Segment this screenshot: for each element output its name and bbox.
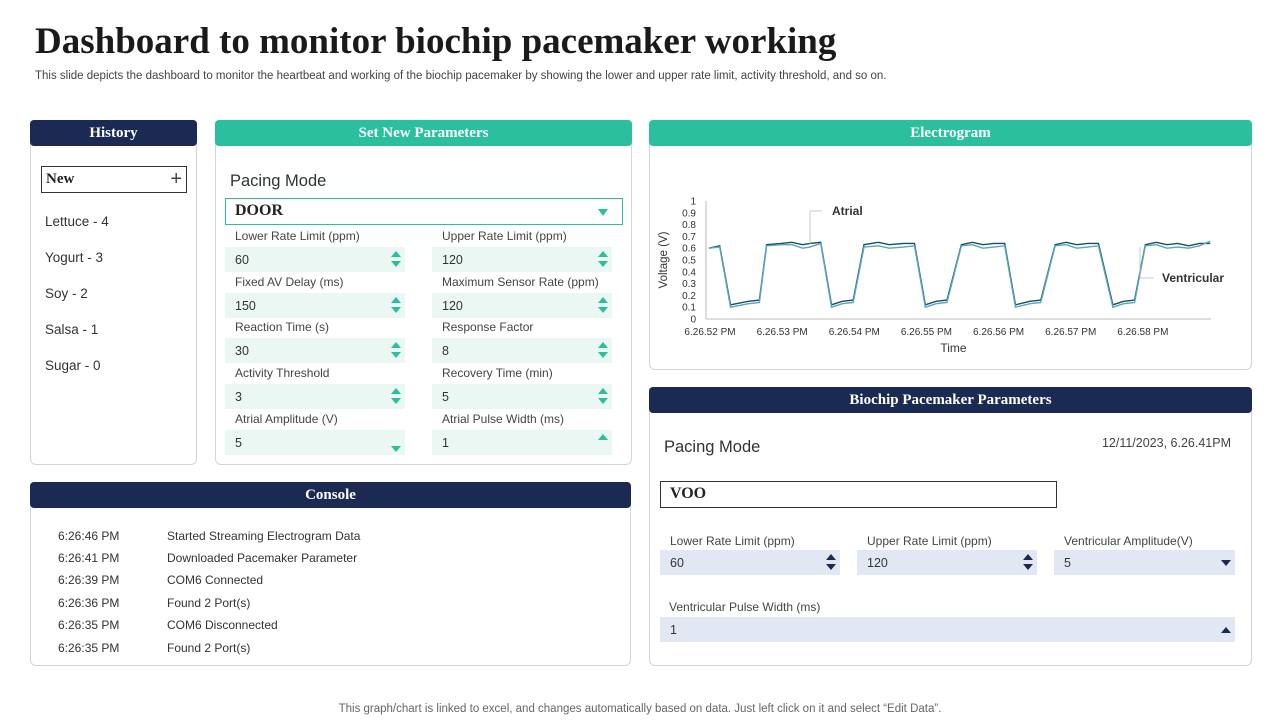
stepper-value: 3	[235, 390, 242, 404]
stepper-value: 60	[235, 253, 249, 267]
stepper-value: 8	[442, 344, 449, 358]
atrial-pulse-width-label: Atrial Pulse Width (ms)	[442, 412, 565, 426]
pacing-mode-select[interactable]	[225, 198, 623, 225]
pacing-mode-label: Pacing Mode	[230, 172, 327, 190]
atrial-leader-line	[810, 211, 822, 244]
ventricular-annotation: Ventricular	[1162, 271, 1225, 285]
x-axis-label: Time	[940, 341, 967, 355]
biochip-upper-rate-label: Upper Rate Limit (ppm)	[867, 534, 992, 548]
y-tick-label: 0.3	[682, 279, 696, 291]
decrement-icon[interactable]	[598, 352, 608, 358]
biochip-ventricular-pulse-width-input[interactable]	[660, 617, 1235, 642]
chevron-down-icon[interactable]	[1221, 560, 1231, 566]
new-label: New	[46, 171, 75, 187]
decrement-icon[interactable]	[826, 564, 836, 570]
response-factor-label: Response Factor	[442, 320, 534, 334]
lower-rate-limit-stepper[interactable]	[225, 247, 405, 272]
y-tick-label: 0.9	[682, 208, 696, 220]
history-item[interactable]: Yogurt - 3	[45, 250, 104, 265]
x-tick-label: 6.26.58 PM	[1117, 327, 1169, 338]
biochip-lower-rate-label: Lower Rate Limit (ppm)	[670, 534, 795, 548]
console-time: 6:26:35 PM	[58, 641, 120, 655]
electrogram-panel	[649, 120, 1252, 370]
decrement-icon[interactable]	[598, 261, 608, 267]
console-time: 6:26:36 PM	[58, 596, 120, 610]
upper-rate-limit-stepper[interactable]	[432, 247, 612, 272]
increment-icon[interactable]	[598, 388, 608, 394]
input-value: 1	[670, 623, 677, 637]
stepper-value: 5	[235, 436, 242, 450]
stepper-value: 60	[670, 556, 684, 570]
console-time: 6:26:35 PM	[58, 618, 120, 632]
stepper-value: 120	[442, 299, 463, 313]
biochip-panel	[649, 387, 1252, 666]
increment-icon[interactable]	[391, 342, 401, 348]
reaction-time-stepper[interactable]	[225, 338, 405, 363]
biochip-header: Biochip Pacemaker Parameters	[649, 387, 1252, 413]
chevron-down-icon[interactable]	[598, 209, 608, 216]
console-message: Downloaded Pacemaker Parameter	[167, 551, 358, 565]
decrement-icon[interactable]	[1023, 564, 1033, 570]
decrement-icon[interactable]	[391, 261, 401, 267]
y-tick-label: 0.8	[682, 220, 696, 232]
electrogram-chart	[650, 121, 1251, 369]
y-axis-label: Voltage (V)	[658, 231, 670, 289]
y-tick-label: 0.2	[682, 290, 696, 302]
page-subtitle: This slide depicts the dashboard to monitor the heartbeat and working of the biochip pacemaker by showing the lower and upper rate limit, activity threshold, and so on.	[35, 70, 887, 82]
increment-icon[interactable]	[391, 388, 401, 394]
increment-icon[interactable]	[391, 297, 401, 303]
x-tick-label: 6.26.54 PM	[828, 327, 880, 338]
y-tick-label: 0.6	[682, 243, 696, 255]
console-time: 6:26:39 PM	[58, 573, 120, 587]
increment-icon[interactable]	[598, 297, 608, 303]
biochip-upper-rate-stepper[interactable]	[857, 550, 1037, 575]
activity-threshold-label: Activity Threshold	[235, 366, 330, 380]
max-sensor-rate-label: Maximum Sensor Rate (ppm)	[442, 275, 599, 289]
y-tick-label: 0.4	[682, 267, 696, 279]
increment-icon[interactable]	[1023, 554, 1033, 560]
set-parameters-panel	[215, 120, 632, 465]
y-tick-label: 0	[690, 314, 696, 326]
x-tick-label: 6.26.52 PM	[684, 327, 736, 338]
console-time: 6:26:41 PM	[58, 551, 120, 565]
activity-threshold-stepper[interactable]	[225, 384, 405, 409]
atrial-annotation: Atrial	[832, 204, 863, 218]
reaction-time-label: Reaction Time (s)	[235, 320, 330, 334]
electrogram-header: Electrogram	[649, 120, 1252, 146]
increment-icon[interactable]	[598, 342, 608, 348]
console-header: Console	[30, 482, 631, 508]
stepper-value: 150	[235, 299, 256, 313]
console-message: Found 2 Port(s)	[167, 596, 251, 610]
page-title: Dashboard to monitor biochip pacemaker working	[35, 21, 837, 62]
biochip-timestamp: 12/11/2023, 6.26.41PM	[1101, 436, 1231, 450]
response-factor-stepper[interactable]	[432, 338, 612, 363]
decrement-icon[interactable]	[391, 446, 401, 452]
footer-note: This graph/chart is linked to excel, and changes automatically based on data. Just left click on it and select “Edit Data”.	[338, 703, 942, 715]
biochip-ventricular-pulse-width-label: Ventricular Pulse Width (ms)	[669, 600, 821, 614]
x-tick-label: 6.26.53 PM	[756, 327, 808, 338]
new-history-button[interactable]	[41, 166, 187, 193]
history-item[interactable]: Soy - 2	[45, 286, 88, 301]
series-line-ventricular	[709, 241, 1210, 307]
chevron-up-icon[interactable]	[1221, 627, 1231, 633]
biochip-lower-rate-stepper[interactable]	[660, 550, 840, 575]
decrement-icon[interactable]	[598, 398, 608, 404]
plus-icon[interactable]: +	[170, 168, 182, 190]
recovery-time-label: Recovery Time (min)	[442, 366, 553, 380]
biochip-pacing-mode-value: VOO	[670, 485, 707, 502]
console-message: COM6 Connected	[167, 573, 264, 587]
biochip-pacing-mode-label: Pacing Mode	[664, 438, 761, 456]
increment-icon[interactable]	[391, 251, 401, 257]
max-sensor-rate-stepper[interactable]	[432, 293, 612, 318]
x-tick-label: 6.26.55 PM	[900, 327, 953, 338]
decrement-icon[interactable]	[598, 307, 608, 313]
console-message: Started Streaming Electrogram Data	[167, 529, 361, 543]
console-message: COM6 Disconnected	[167, 618, 278, 632]
decrement-icon[interactable]	[391, 398, 401, 404]
lower-rate-limit-label: Lower Rate Limit (ppm)	[235, 229, 360, 243]
select-value: 5	[1064, 556, 1071, 570]
recovery-time-stepper[interactable]	[432, 384, 612, 409]
history-item[interactable]: Sugar - 0	[45, 358, 101, 373]
atrial-pulse-width-stepper[interactable]	[432, 430, 612, 455]
history-item[interactable]: Salsa - 1	[45, 322, 99, 337]
x-tick-label: 6.26.56 PM	[972, 327, 1025, 338]
console-message: Found 2 Port(s)	[167, 641, 251, 655]
y-tick-label: 0.1	[682, 302, 696, 314]
stepper-value: 30	[235, 344, 249, 358]
fixed-av-delay-stepper[interactable]	[225, 293, 405, 318]
fixed-av-delay-label: Fixed AV Delay (ms)	[235, 275, 344, 289]
y-tick-label: 1	[690, 196, 696, 208]
increment-icon[interactable]	[826, 554, 836, 560]
y-tick-label: 0.5	[682, 255, 696, 267]
history-item[interactable]: Lettuce - 4	[45, 214, 109, 229]
history-header: History	[30, 120, 197, 146]
history-panel	[30, 120, 197, 465]
set-parameters-header: Set New Parameters	[215, 120, 632, 146]
decrement-icon[interactable]	[391, 307, 401, 313]
increment-icon[interactable]	[598, 251, 608, 257]
stepper-value: 120	[442, 253, 463, 267]
stepper-value: 5	[442, 390, 449, 404]
atrial-amplitude-stepper[interactable]	[225, 430, 405, 455]
increment-icon[interactable]	[598, 434, 608, 440]
biochip-ventricular-amplitude-label: Ventricular Amplitude(V)	[1064, 534, 1193, 548]
y-tick-label: 0.7	[682, 231, 696, 243]
upper-rate-limit-label: Upper Rate Limit (ppm)	[442, 229, 567, 243]
pacing-mode-value: DOOR	[235, 202, 283, 219]
x-tick-label: 6.26.57 PM	[1045, 327, 1097, 338]
stepper-value: 120	[867, 556, 888, 570]
decrement-icon[interactable]	[391, 352, 401, 358]
console-panel	[30, 482, 631, 666]
stepper-value: 1	[442, 436, 449, 450]
atrial-amplitude-label: Atrial Amplitude (V)	[235, 412, 338, 426]
biochip-ventricular-amplitude-select[interactable]	[1054, 550, 1235, 575]
biochip-pacing-mode-box	[660, 481, 1057, 508]
console-time: 6:26:46 PM	[58, 529, 120, 543]
